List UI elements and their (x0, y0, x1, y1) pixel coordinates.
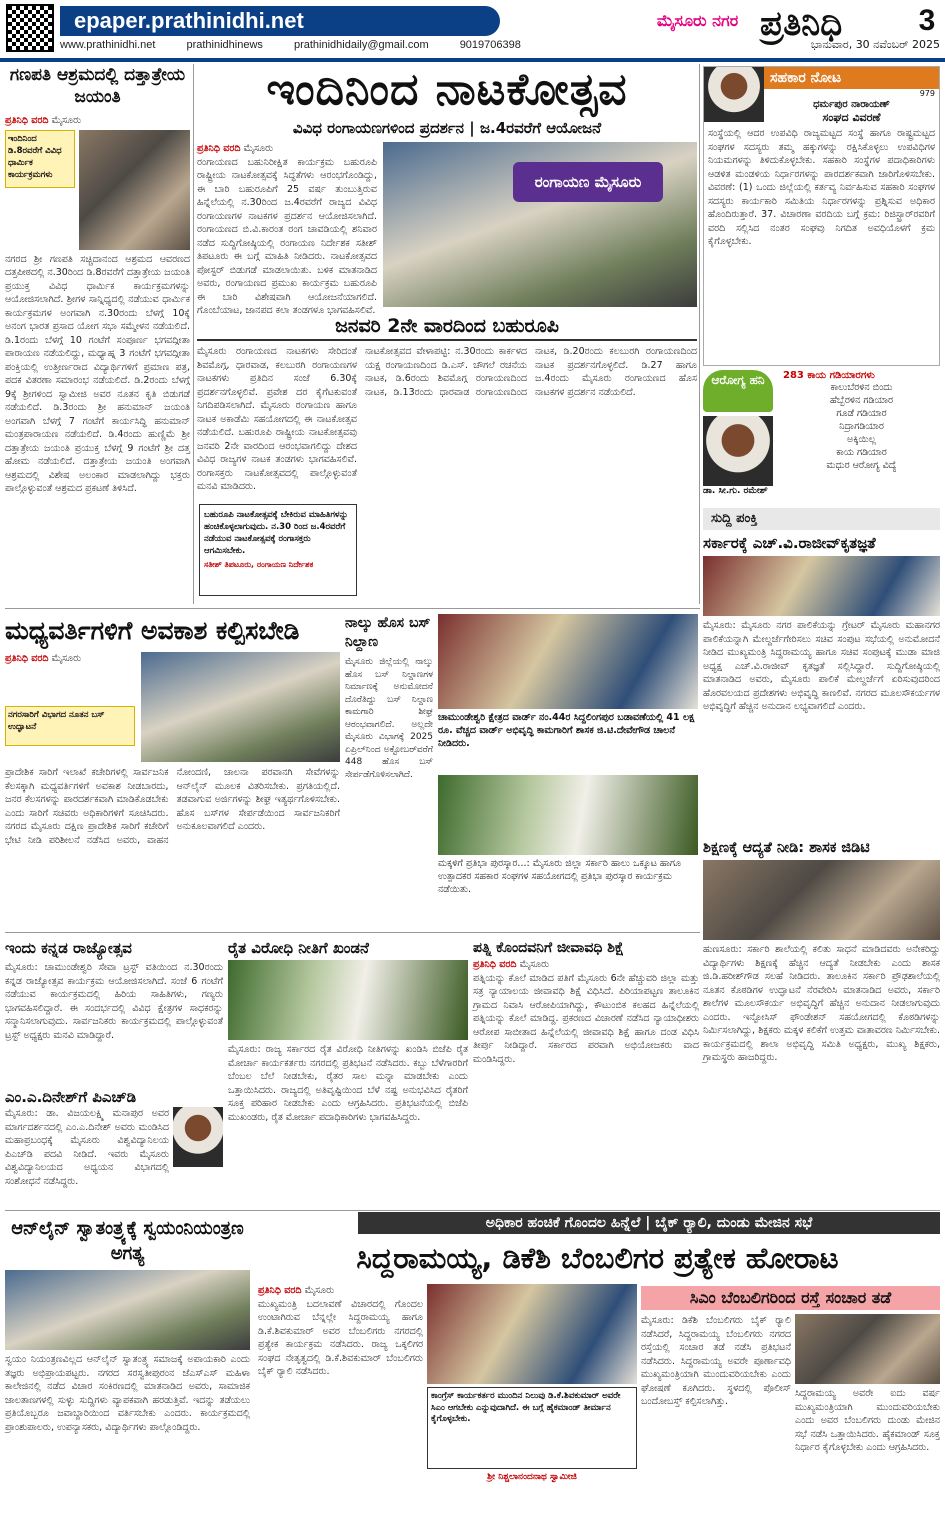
raitha-story (228, 938, 468, 1208)
shikshe-headline: ಪತ್ನಿ ಕೊಂದವನಿಗೆ ಜೀವಾವಧಿ ಶಿಕ್ಷೆ (473, 940, 624, 956)
shikshana-headline: ಶಿಕ್ಷಣಕ್ಕೆ ಆದ್ಯತೆ ನೀಡಿ: ಶಾಸಕ ಜಿಡಿಟಿ (703, 840, 870, 856)
bottom-body-b: ಸಿದ್ದರಾಮಯ್ಯ ಅವರೇ ಐದು ವರ್ಷ ಮುಖ್ಯಮಂತ್ರಿಯಾಗಿ ಮುಂದುವರಿಯಬೇಕು ಎಂದು ಅವರ ಬೆಂಬಲಿಗರು ದುಂಡು ಮೇಜಿನ ಸಭೆ ನಡೆಸಿ ಒತ್ತಾಯಿಸಿದರು. ಹೈಕಮಾಂಡ್ ಸೂಕ್ತ ನಿರ್ಧಾರ ಕೈಗೊಳ್ಳಬೇಕು ಎಂದು ಆಗ್ರಹಿಸಿದರು. (795, 1388, 940, 1453)
rajyotsava-headline: ಇಂದು ಕನ್ನಡ ರಾಜ್ಯೋತ್ಸವ (5, 939, 132, 957)
column-title: ಸಂಘದ ವಿವರಣೆ (822, 111, 881, 124)
online-body: ಸ್ವಯಂ ನಿಯಂತ್ರಣವಿಲ್ಲದ ಆನ್‌ಲೈನ್ ಸ್ವಾತಂತ್ರ್ಯ ಸಮಾಜಕ್ಕೆ ಅಪಾಯಕಾರಿ ಎಂದು ತಜ್ಞರು ಅಭಿಪ್ರಾಯಪಟ್ಟರು. ನಗರದ ಸರಸ್ವತೀಪುರಂನ ಜೆಎಸ್‌ಎಸ್ ಮಹಿಳಾ ಕಾಲೇಜಿನಲ್ಲಿ ನಡೆದ ವಿಚಾರ ಸಂಕಿರಣದಲ್ಲಿ ಮಾತನಾಡಿದ ಅವರು, ಸಾಮಾಜಿಕ ಜಾಲತಾಣಗಳಲ್ಲಿ ಸುಳ್ಳು ಸುದ್ದಿಗಳು ವ್ಯಾಪಕವಾಗಿ ಹರಡುತ್ತಿವೆ. ಇದನ್ನು ತಡೆಯಲು ಪ್ರತಿಯೊಬ್ಬರೂ ಜವಾಬ್ದಾರಿಯಿಂದ ವರ್ತಿಸಬೇಕು ಎಂದರು. ಕಾರ್ಯಕ್ರಮದಲ್ಲಿ ಪ್ರಾಂಶುಪಾಲರು, ಉಪನ್ಯಾಸಕರು, ವಿದ್ಯಾರ್ಥಿಗಳು ಪಾಲ್ಗೊಂಡಿದ್ದರು. (5, 1354, 250, 1433)
suddi-photo (703, 556, 940, 616)
left-story-title: ಗಣಪತಿ ಆಶ್ರಮದಲ್ಲಿ ದತ್ತಾತ್ರೇಯ ಜಯಂತಿ (9, 65, 186, 107)
bottom-headline-wrap (255, 1236, 940, 1282)
bottom-headline: ಸಿದ್ದರಾಮಯ್ಯ, ಡಿಕೆಶಿ ಬೆಂಬಲಿಗರ ಪ್ರತ್ಯೇಕ ಹೋರಾಟ (356, 1241, 839, 1275)
shikshana-story (703, 838, 940, 1188)
qr-code-icon[interactable] (6, 4, 54, 52)
health-list-item: ಮಧುರ ಆರೋಗ್ಯ ವಿದ್ಯೆ (826, 460, 897, 471)
raitha-body: ಮೈಸೂರು: ರಾಜ್ಯ ಸರ್ಕಾರದ ರೈತ ವಿರೋಧಿ ನೀತಿಗಳನ್ನು ಖಂಡಿಸಿ ಬಿಜೆಪಿ ರೈತ ಮೋರ್ಚಾ ಕಾರ್ಯಕರ್ತರು ನಗರದಲ್ಲಿ ಪ್ರತಿಭಟನೆ ನಡೆಸಿದರು. ಕಬ್ಬು ಬೆಳೆಗಾರರಿಗೆ ಬೆಂಬಲ ಬೆಲೆ ನೀಡಬೇಕು, ರೈತರ ಸಾಲ ಮನ್ನಾ ಮಾಡಬೇಕು ಎಂದು ಒತ್ತಾಯಿಸಿದರು. ರಾಜ್ಯದಲ್ಲಿ ಅತಿವೃಷ್ಟಿಯಿಂದ ಬೆಳೆ ನಷ್ಟ ಅನುಭವಿಸಿದ ರೈತರಿಗೆ ಸೂಕ್ತ ಪರಿಹಾರ ನೀಡಬೇಕು ಎಂದು ಆಗ್ರಹಿಸಿದರು. ಪ್ರತಿಭಟನೆಯಲ್ಲಿ ಬಿಜೆಪಿ ಮುಖಂಡರು, ರೈತ ಮೋರ್ಚಾ ಪದಾಧಿಕಾರಿಗಳು ಭಾಗವಹಿಸಿದ್ದರು. (228, 1044, 468, 1123)
health-list (783, 381, 940, 472)
avakasha-story (5, 614, 340, 929)
lead-deck: ವಿವಿಧ ರಂಗಾಯಣಗಳಿಂದ ಪ್ರದರ್ಶನ | ಜ.4ರವರೆಗೆ ಆಯೋಜನೆ (292, 119, 602, 137)
ward-work-caption: ಚಾಮುಂಡೇಶ್ವರಿ ಕ್ಷೇತ್ರದ ವಾರ್ಡ್ ನಂ.44ರ ಸಿದ್ದಲಿಂಗಪುರ ಬಡಾವಣೆಯಲ್ಲಿ 41 ಲಕ್ಷ ರೂ. ವೆಚ್ಚದ ವಾರ್ಡ್ ಅಭಿವೃದ್ಧಿ ಕಾಮಗಾರಿಗೆ ಶಾಸಕ ಜಿ.ಟಿ.ದೇವೇಗೌಡ ಚಾಲನೆ ನೀಡಿದರು. (438, 712, 695, 749)
avakasha-body: ಪ್ರಾದೇಶಿಕ ಸಾರಿಗೆ ಇಲಾಖೆ ಕಚೇರಿಗಳಲ್ಲಿ ಸಾರ್ವಜನಿಕ ಕೆಲಸಕ್ಕಾಗಿ ಮಧ್ಯವರ್ತಿಗಳಿಗೆ ಅವಕಾಶ ನೀಡಬಾರದು, ಜನರ ಕೆಲಸಗಳನ್ನು ಪಾರದರ್ಶಕವಾಗಿ ಮಾಡಿಕೊಡಬೇಕು ಎಂದು ಸಾರಿಗೆ ಸಚಿವರು ಅಧಿಕಾರಿಗಳಿಗೆ ಸೂಚಿಸಿದರು. ನಗರದ ಮೈಸೂರು ದಕ್ಷಿಣ ಪ್ರಾದೇಶಿಕ ಸಾರಿಗೆ ಕಚೇರಿಗೆ ಭೇಟಿ ನೀಡಿ ಪರಿಶೀಲನೆ ನಡೆಸಿದ ಅವರು, ವಾಹನ ನೋಂದಣಿ, ಚಾಲನಾ ಪರವಾನಗಿ ಸೇವೆಗಳನ್ನು ಆನ್‌ಲೈನ್ ಮೂಲಕ ವಿತರಿಸಬೇಕು. ಪ್ರಗತಿಯಲ್ಲಿದೆ. ತಡವಾಗುವ ಅರ್ಜಿಗಳನ್ನು ಶೀಘ್ರ ಇತ್ಯರ್ಥಗೊಳಿಸಬೇಕು. ಹೊಸ ಬಸ್‌ಗಳ ಸೇರ್ಪಡೆಯಿಂದ ಸಾರ್ವಜನಿಕರಿಗೆ ಅನುಕೂಲವಾಗಲಿದೆ ಎಂದರು. (5, 767, 340, 846)
social-handle[interactable]: prathinidhinews (186, 39, 263, 51)
health-list-item: ಕಾಲುಬೆರಳಿನ ಬಿಂದು (830, 382, 893, 393)
health-list-item: ಹೆಬ್ಬೆರಳಿನ ಗಡಿಯಾರ (829, 395, 894, 406)
phd-body: ಮೈಸೂರು: ಡಾ. ವಿಜಯಲಕ್ಷ್ಮಿ ಮನಾಪುರ ಅವರ ಮಾರ್ಗದರ್ಶನದಲ್ಲಿ ಎಂ.ಎ.ದಿನೇಶ್ ಅವರು ಮಂಡಿಸಿದ ಮಹಾಪ್ರಬಂಧಕ್ಕೆ ಮೈಸೂರು ವಿಶ್ವವಿದ್ಯಾನಿಲಯ ಪಿಎಚ್‌ಡಿ ಪದವಿ ನೀಡಿದೆ. ಇವರು ಮೈಸೂರು ವಿಶ್ವವಿದ್ಯಾನಿಲಯದ ಅಧ್ಯಯನ ವಿಭಾಗದಲ್ಲಿ ಸಂಶೋಧನೆ ನಡೆಸಿದ್ದರು. (5, 1108, 169, 1187)
column-body: ಸಂಸ್ಥೆಯಲ್ಲಿ ಆದರ ಉಪವಿಧಿ ರಾಜ್ಯಮಟ್ಟದ ಸಂಸ್ಥೆ ಹಾಗೂ ರಾಷ್ಟ್ರಮಟ್ಟದ ಸಂಘಗಳ ಸದಸ್ಯರು ತಮ್ಮ ಹಕ್ಕುಗಳನ್ನು ರಕ್ಷಿಸಿಕೊಳ್ಳಲು ಉಪವಿಧಿಗಳ ನಿಯಮಗಳನ್ನು ತಿಳಿದುಕೊಳ್ಳಬೇಕು. ಸಹಕಾರಿ ಸಂಸ್ಥೆಗಳ ಪದಾಧಿಕಾರಿಗಳು ಆಡಳಿತ ಮಂಡಳಿಯ ನಿರ್ಧಾರಗಳನ್ನು ಪಾರದರ್ಶಕವಾಗಿ ಜಾರಿಗೊಳಿಸಬೇಕು. ವಿವರಣೆ: (1) ಒಂದು ಜಿಲ್ಲೆಯಲ್ಲಿ ಕರ್ತವ್ಯ ನಿರ್ವಹಿಸುವ ಸಹಕಾರಿ ಸಂಘಗಳ ಸದಸ್ಯರು ಕಾರ್ಯಕಾರಿ ಸಮಿತಿಯ ನಿರ್ಧಾರಗಳನ್ನು ಪ್ರಶ್ನಿಸುವ ಅಧಿಕಾರ ಹೊಂದಿರುತ್ತಾರೆ. 37. ವಿಚಾರಣಾ ವರದಿಯ ಬಗ್ಗೆ ಕ್ರಮ: ರಿಜಿಸ್ಟ್ರಾರ್‌ರವರಿಗೆ ವರದಿ ಸಲ್ಲಿಸಿದ ನಂತರ ಸಂಘವು ನಿಗದಿತ ಅವಧಿಯೊಳಗೆ ಕ್ರಮ ಕೈಗೊಳ್ಳಬೇಕು. (708, 128, 935, 247)
shikshe-story (473, 938, 699, 1208)
bottom-quote: ಕಾಂಗ್ರೆಸ್ ಕಾರ್ಯಕರ್ತರ ಮುಂದಿನ ನಿಲುವು ಡಿ.ಕೆ.ಶಿವಕುಮಾರ್ ಅವರೇ ಸಿಎಂ ಆಗಬೇಕು ಎನ್ನುವುದಾಗಿದೆ. ಈ ಬಗ್ಗೆ ಹೈಕಮಾಂಡ್ ತೀರ್ಮಾನ ಕೈಗೊಳ್ಳಬೇಕು. (431, 1391, 621, 1424)
health-list-item: ಕಾಯ ಗಡಿಯಾರ (836, 447, 887, 458)
bottom-col-b (427, 1284, 637, 1514)
bottom-body-a: ಮುಖ್ಯಮಂತ್ರಿ ಬದಲಾವಣೆ ವಿಚಾರದಲ್ಲಿ ಗೊಂದಲ ಉಂಟಾಗಿರುವ ಬೆನ್ನಲ್ಲೇ ಸಿದ್ದರಾಮಯ್ಯ ಹಾಗೂ ಡಿ.ಕೆ.ಶಿವಕುಮಾರ್ ಅವರ ಬೆಂಬಲಿಗರು ನಗರದಲ್ಲಿ ಪ್ರತ್ಯೇಕ ಕಾರ್ಯಕ್ರಮ ನಡೆಸಿದರು. ರಾಜ್ಯ ಒಕ್ಕಲಿಗರ ಸಂಘದ ನೇತೃತ್ವದಲ್ಲಿ ಡಿ.ಕೆ.ಶಿವಕುಮಾರ್ ಬೆಂಬಲಿಗರು ಬೈಕ್ ರ್‍ಯಾಲಿ ನಡೆಸಿದರು. (258, 1298, 423, 1377)
bus-body: ಮೈಸೂರು ಜಿಲ್ಲೆಯಲ್ಲಿ ನಾಲ್ಕು ಹೊಸ ಬಸ್ ನಿಲ್ದಾಣಗಳ ನಿರ್ಮಾಣಕ್ಕೆ ಅನುಮೋದನೆ ದೊರೆತಿದ್ದು ಬಸ್ ನಿಲ್ದಾಣ ಕಾಮಗಾರಿ ಶೀಘ್ರ ಆರಂಭವಾಗಲಿದೆ. ಅಲ್ಲದೇ ಮೈಸೂರು ವಿಭಾಗಕ್ಕೆ 2025 ಏಪ್ರಿಲ್‌ನಿಂದ ಅಕ್ಟೋಬರ್‌ವರೆಗೆ 448 ಹೊಸ ಬಸ್ ಸೇರ್ಪಡೆಗೊಳಿಸಲಾಗಿದೆ. (345, 657, 433, 780)
avakasha-photo (141, 652, 340, 762)
bottom-quote-author: ಶ್ರೀ ನಿಶ್ಚಲಾನಂದನಾಥ ಸ್ವಾಮೀಜಿ (487, 1472, 577, 1482)
epaper-url[interactable]: epaper.prathinidhi.net (60, 6, 500, 36)
bus-title: ನಾಲ್ಕು ಹೊಸ ಬಸ್ ನಿಲ್ದಾಣ (345, 615, 431, 650)
avakasha-byline: ಪ್ರತಿನಿಧಿ ವರದಿ (5, 653, 49, 664)
ward-work-photo (438, 614, 698, 709)
lead-body-c: ನಾಟಕೋತ್ಸವದ ವೇಳಾಪಟ್ಟಿ: ನ.30ರಂದು ಕಾರ್ಕಳದ ಯಕ್ಷ ರಂಗಾಯಣದಿಂದ ಡಿ.ಎಸ್. ಚೌಗಲೆ ರಚನೆಯ ನಾಟಕ, ಡಿ.6ರಂದು ಶಿವಮೊಗ್ಗ ರಂಗಾಯಣದಿಂದ ನಾಟಕ, ಡಿ.13ರಂದು ಧಾರವಾಡ ರಂಗಾಯಣದಿಂದ ನಾಟಕ, ಡಿ.20ರಂದು ಕಲಬುರಗಿ ರಂಗಾಯಣದಿಂದ ನಾಟಕ ಪ್ರದರ್ಶನಗೊಳ್ಳಲಿದೆ. ಡಿ.27 ಹಾಗೂ ಜ.4ರಂದು ಮೈಸೂರು ರಂಗಾಯಣದ ಹೊಸ ನಾಟಕಗಳ ಪ್ರದರ್ಶನ ನಡೆಯಲಿದೆ. (365, 346, 697, 398)
online-photo (5, 1270, 250, 1350)
health-list-item: ನಿದ್ರಾಗಡಿಯಾರ (839, 421, 884, 432)
raitha-headline: ರೈತ ವಿರೋಧಿ ನೀತಿಗೆ ಖಂಡನೆ (228, 939, 369, 957)
lead-quote-author: ಸತೀಶ್ ತಿಪಟೂರು, ರಂಗಾಯಣ ನಿರ್ದೇಶಕ (204, 560, 314, 569)
masthead (0, 0, 945, 58)
ashram-photo (79, 130, 190, 250)
health-title: ಕಾಯ ಗಡಿಯಾರಗಳು (807, 370, 875, 381)
health-author: ಡಾ. ಸೀ.ಗು. ರಮೇಶ್ (703, 486, 768, 496)
masthead-rule (0, 58, 945, 62)
rajyotsava-body: ಮೈಸೂರು: ಚಾಮುಂಡೇಶ್ವರಿ ಸೇವಾ ಟ್ರಸ್ಟ್ ವತಿಯಿಂದ ನ.30ರಂದು ಕನ್ನಡ ರಾಜ್ಯೋತ್ಸವ ಕಾರ್ಯಕ್ರಮ ಆಯೋಜಿಸಲಾಗಿದೆ. ಸಂಜೆ 6 ಗಂಟೆಗೆ ನಡೆಯುವ ಕಾರ್ಯಕ್ರಮದಲ್ಲಿ ಹಿರಿಯ ಸಾಹಿತಿಗಳು, ಗಣ್ಯರು ಭಾಗವಹಿಸಲಿದ್ದಾರೆ. ಈ ಸಂದರ್ಭದಲ್ಲಿ ವಿವಿಧ ಕ್ಷೇತ್ರಗಳ ಸಾಧಕರನ್ನು ಸನ್ಮಾನಿಸಲಾಗುವುದು. ಸಾರ್ವಜನಿಕರು ಕಾರ್ಯಕ್ರಮದಲ್ಲಿ ಪಾಲ್ಗೊಳ್ಳುವಂತೆ ಟ್ರಸ್ಟ್ ಅಧ್ಯಕ್ಷರು ಮನವಿ ಮಾಡಿದ್ದಾರೆ. (5, 962, 223, 1041)
online-story (5, 1216, 250, 1514)
lead-quote: ಬಹುರೂಪಿ ನಾಟಕೋತ್ಸವಕ್ಕೆ ಬೇಕಿರುವ ಮಾಹಿತಿಗಳನ್ನು ಹಂಚಿಕೊಳ್ಳಲಾಗುವುದು. ನ.30 ರಿಂದ ಜ.4ರವರೆಗೆ ನಡೆಯುವ ನಾಟಕೋತ್ಸವಕ್ಕೆ ರಂಗಾಸಕ್ತರು ಆಗಮಿಸಬೇಕು. (204, 510, 349, 556)
online-headline: ಆನ್‌ಲೈನ್ ಸ್ವಾತಂತ್ರ್ಯಕ್ಕೆ ಸ್ವಯಂನಿಯಂತ್ರಣ ಅಗತ್ಯ (11, 1218, 244, 1264)
bottom-col-a (258, 1284, 423, 1514)
left-story (5, 64, 190, 604)
photo-news (438, 614, 698, 929)
phd-headline: ಎಂ.ಎ.ದಿನೇಶ್‌ಗೆ ಪಿಎಚ್‌ಡಿ (5, 1088, 137, 1106)
avakasha-place: ಮೈಸೂರು (51, 653, 82, 664)
email-link[interactable]: prathinidhidaily@gmail.com (293, 39, 429, 51)
column-label: ಸಹಕಾರ ನೋಟ (764, 67, 939, 89)
column-author: ಧರ್ಮಪುರ ನಾರಾಯಣ್ (813, 99, 890, 110)
health-list-item: ಅಕ್ಕಿಯಿಲ್ಲ (846, 434, 877, 445)
avakasha-box: ನಗರಸಾರಿಗೆ ವಿಭಾಗದ ನೂತನ ಬಸ್ ಉದ್ಘಾಟನೆ (5, 706, 135, 746)
columnist-photo (704, 67, 764, 122)
roadblock-photo (795, 1314, 940, 1384)
lead-place: ಮೈಸೂರು (243, 143, 274, 154)
suddi-headline: ಸರ್ಕಾರಕ್ಕೆ ಎಚ್.ವಿ.ರಾಜೀವ್‌ಕೃತಜ್ಞತೆ (703, 534, 876, 552)
bottom-banner: ಸಿಎಂ ಬೆಂಬಲಿಗರಿಂದ ರಸ್ತೆ ಸಂಚಾರ ತಡೆ (641, 1286, 940, 1310)
city-edition: ಮೈಸೂರು ನಗರ (656, 11, 739, 30)
website-link[interactable]: www.prathinidhi.net (60, 39, 156, 51)
avakasha-headline: ಮಧ್ಯವರ್ತಿಗಳಿಗೆ ಅವಕಾಶ ಕಲ್ಪಿಸಬೇಡಿ (5, 616, 300, 645)
shikshe-byline: ಪ್ರತಿನಿಧಿ ವರದಿ (473, 959, 517, 970)
shikshana-body: ಹುಣಸೂರು: ಸರ್ಕಾರಿ ಶಾಲೆಯಲ್ಲಿ ಕಲಿತು ಸಾಧನೆ ಮಾಡಿದವರು ಅನೇಕರಿದ್ದು ವಿದ್ಯಾರ್ಥಿಗಳು ಶಿಕ್ಷಣಕ್ಕೆ ಹೆಚ್ಚಿನ ಆದ್ಯತೆ ನೀಡಬೇಕು ಎಂದು ಶಾಸಕ ಜಿ.ಡಿ.ಹರೀಶ್‌ಗೌಡ ಸಲಹೆ ನೀಡಿದರು. ತಾಲೂಕಿನ ಸರ್ಕಾರಿ ಪ್ರೌಢಶಾಲೆಯಲ್ಲಿ ನೂತನ ಕೊಠಡಿಗಳ ಉದ್ಘಾಟನೆ ನೆರವೇರಿಸಿ ಮಾತನಾಡಿದ ಅವರು, ಸರ್ಕಾರಿ ಶಾಲೆಗಳ ಮೂಲಸೌಕರ್ಯ ಅಭಿವೃದ್ಧಿಗೆ ಹೆಚ್ಚಿನ ಅನುದಾನ ನೀಡಲಾಗುವುದು ಎಂದರು. ಇನ್ಫೋಸಿಸ್ ಫೌಂಡೇಶನ್ ಸಹಯೋಗದಲ್ಲಿ ಕೊಠಡಿಗಳನ್ನು ನಿರ್ಮಿಸಲಾಗಿದ್ದು, ಶಿಕ್ಷಕರು ಮಕ್ಕಳ ಕಲಿಕೆಗೆ ಉತ್ತಮ ವಾತಾವರಣ ನಿರ್ಮಿಸಬೇಕು. ಕಾರ್ಯಕ್ರಮದಲ್ಲಿ ಶಾಲಾ ಅಭಿವೃದ್ಧಿ ಸಮಿತಿ ಅಧ್ಯಕ್ಷರು, ಮುಖ್ಯ ಶಿಕ್ಷಕರು, ಗ್ರಾಮಸ್ಥರು ಹಾಜರಿದ್ದರು. (703, 944, 940, 1063)
shikshe-place: ಮೈಸೂರು (519, 959, 550, 970)
health-column (703, 370, 940, 502)
sahakara-column (703, 66, 940, 366)
newspaper-logo: ಪ್ರತಿನಿಧಿ (760, 4, 843, 44)
lead-body-a: ರಂಗಾಯಣದ ಬಹುನಿರೀಕ್ಷಿತ ಕಾರ್ಯಕ್ರಮ ಬಹುರೂಪಿ ರಾಷ್ಟ್ರೀಯ ನಾಟಕೋತ್ಸವಕ್ಕೆ ಸಿದ್ಧತೆಗಳು ಆರಂಭಗೊಂಡಿದ್ದು, ಈ ಬಾರಿ ಬಹುರೂಪಿಗೆ 25 ವರ್ಷ ತುಂಬುತ್ತಿರುವ ಹಿನ್ನೆಲೆಯಲ್ಲಿ ನ.30ರಿಂದ ಜ.4ರವರೆಗೆ ರಾಜ್ಯದ ವಿವಿಧ ರಂಗಾಯಣಗಳ ನಾಟಕಗಳ ಪ್ರದರ್ಶನ ಆಯೋಜಿಸಲಾಗಿದೆ. ರಂಗಾಯಣದ ಬಿ.ವಿ.ಕಾರಂತ ರಂಗ ಚಾವಡಿಯಲ್ಲಿ ಶನಿವಾರ ನಡೆದ ಸುದ್ದಿಗೋಷ್ಠಿಯಲ್ಲಿ ರಂಗಾಯಣ ನಿರ್ದೇಶಕ ಸತೀಶ್ ತಿಪಟೂರು ಈ ಬಗ್ಗೆ ಮಾಹಿತಿ ನೀಡಿದರು. ನಾಟಕೋತ್ಸವದ ಪೋಸ್ಟರ್ ಬಿಡುಗಡೆ ಮಾಡಲಾಯಿತು. ಬಳಿಕ ಮಾತನಾಡಿದ ಅವರು, ರಂಗಾಯಣದ ಪ್ರಮುಖ ಕಾರ್ಯಕ್ರಮ ಬಹುರೂಪಿ ಈ ಬಾರಿ ವಿಶೇಷವಾಗಿ ಆಯೋಜನೆಯಾಗಲಿದೆ. ಗೊಂಬೆಯಾಟ, ಜಾನಪದ ಕಲಾ ತಂಡಗಳೂ ಭಾಗವಹಿಸಲಿವೆ. (197, 156, 377, 316)
bottom-byline: ಪ್ರತಿನಿಧಿ ವರದಿ (258, 1285, 302, 1296)
lead-photo (383, 142, 697, 307)
bottom-kicker: ಅಧಿಕಾರ ಹಂಚಿಕೆ ಗೊಂದಲ ಹಿನ್ನೆಲೆ | ಬೈಕ್ ರ್‍ಯಾಲಿ, ದುಂಡು ಮೇಜಿನ ಸಭೆ (358, 1212, 940, 1234)
bottom-body-c: ಮೈಸೂರು: ಡಿಕೆಶಿ ಬೆಂಬಲಿಗರು ಬೈಕ್ ರ್‍ಯಾಲಿ ನಡೆಸಿದರೆ, ಸಿದ್ದರಾಮಯ್ಯ ಬೆಂಬಲಿಗರು ನಗರದ ರಸ್ತೆಯಲ್ಲಿ ಸಂಚಾರ ತಡೆ ನಡೆಸಿ ಪ್ರತಿಭಟನೆ ನಡೆಸಿದರು. ಸಿದ್ದರಾಮಯ್ಯ ಅವರೇ ಪೂರ್ಣಾವಧಿ ಮುಖ್ಯಮಂತ್ರಿಯಾಗಿ ಮುಂದುವರಿಯಬೇಕು ಎಂದು ಘೋಷಣೆ ಕೂಗಿದರು. ಸ್ಥಳದಲ್ಲಿ ಪೊಲೀಸ್ ಬಂದೋಬಸ್ತ್ ಕಲ್ಪಿಸಲಾಗಿತ್ತು. (641, 1315, 791, 1407)
contact-bar (60, 37, 640, 54)
lead-headline: ಇಂದಿನಿಂದ ನಾಟಕೋತ್ಸವ (266, 64, 628, 115)
lead-story (197, 64, 697, 604)
bus-story (345, 614, 433, 929)
suddi-body: ಮೈಸೂರು: ಮೈಸೂರು ನಗರ ಪಾಲಿಕೆಯನ್ನು ಗ್ರೇಟರ್ ಮೈಸೂರು ಮಹಾನಗರ ಪಾಲಿಕೆಯನ್ನಾಗಿ ಮೇಲ್ದರ್ಜೆಗೇರಿಸಲು ಸಚಿವ ಸಂಪುಟ ಸಭೆಯಲ್ಲಿ ಅನುಮೋದನೆ ನೀಡಿದ ಮುಖ್ಯಮಂತ್ರಿ ಸಿದ್ದರಾಮಯ್ಯ ಹಾಗೂ ಸಚಿವ ಸಂಪುಟಕ್ಕೆ ಮುಡಾ ಮಾಜಿ ಅಧ್ಯಕ್ಷ ಎಚ್.ವಿ.ರಾಜೀವ್ ಕೃತಜ್ಞತೆ ಸಲ್ಲಿಸಿದ್ದಾರೆ. ಸುದ್ದಿಗೋಷ್ಠಿಯಲ್ಲಿ ಮಾತನಾಡಿದ ಅವರು, ಮೈಸೂರು ಪಾಲಿಕೆ ಮೇಲ್ದರ್ಜೆಗೆ ಏರಿಸುವುದರಿಂದ ಹೊರವಲಯದ ಪ್ರದೇಶಗಳು ಅಭಿವೃದ್ಧಿ ಕಾಣಲಿವೆ. ನಗರದ ಮೂಲಸೌಕರ್ಯಗಳ ಅಭಿವೃದ್ಧಿಗೆ ಹೆಚ್ಚಿನ ಅನುದಾನ ಲಭ್ಯವಾಗಲಿದೆ ಎಂದರು. (703, 620, 940, 712)
suddi-story (703, 532, 940, 832)
bike-rally-photo (427, 1284, 637, 1384)
phone-number: 9019706398 (459, 39, 521, 51)
suddi-label: ಸುದ್ದಿ ಪಂಕ್ತಿ (703, 508, 940, 530)
health-list-item: ಗೂಡೆ ಗಡಿಯಾರ (836, 408, 887, 419)
lead-body-b: ಮೈಸೂರು ರಂಗಾಯಣದ ನಾಟಕಗಳು ಸೇರಿದಂತೆ ಶಿವಮೊಗ್ಗ, ಧಾರವಾಡ, ಕಲಬುರಗಿ ರಂಗಾಯಣಗಳ ನಾಟಕಗಳು ಪ್ರತಿದಿನ ಸಂಜೆ 6.30ಕ್ಕೆ ಪ್ರದರ್ಶನಗೊಳ್ಳಲಿವೆ. ಪ್ರವೇಶ ದರ ಕೈಗೆಟಕುವಂತೆ ನಿಗದಿಪಡಿಸಲಾಗಿದೆ. ಮೈಸೂರು ರಂಗಾಯಣ ಹಾಗೂ ನಾಟಕ ಅಕಾಡೆಮಿ ಸಹಯೋಗದಲ್ಲಿ ಈ ನಾಟಕೋತ್ಸವ ನಡೆಯಲಿದೆ. ಬಹುರೂಪಿ ರಾಷ್ಟ್ರೀಯ ನಾಟಕೋತ್ಸವವು ಜನವರಿ 2ನೇ ವಾರದಿಂದ ಆರಂಭವಾಗಲಿದ್ದು ದೇಶದ ವಿವಿಧ ರಾಜ್ಯಗಳ ನಾಟಕ ತಂಡಗಳು ಭಾಗವಹಿಸಲಿವೆ. ರಂಗಾಸಕ್ತರು ನಾಟಕೋತ್ಸವದಲ್ಲಿ ಪಾಲ್ಗೊಳ್ಳುವಂತೆ ಮನವಿ ಮಾಡಿದರು. (197, 346, 357, 492)
bottom-quote-box (427, 1387, 637, 1469)
left-story-place: ಮೈಸೂರು (51, 115, 82, 126)
bottom-col-c (641, 1314, 940, 1514)
health-label: ಆರೋಗ್ಯ ಹನಿ (703, 370, 773, 412)
lead-quote-box (199, 504, 357, 596)
left-story-box: ಇಂದಿನಿಂದ ಡಿ.8ರವರೆಗೆ ವಿವಿಧ ಧಾರ್ಮಿಕ ಕಾರ್ಯಕ್ರಮಗಳು (5, 130, 75, 188)
date-line: ಭಾನುವಾರ, 30 ನವೆಂಬರ್ 2025 (810, 38, 940, 51)
raitha-photo (228, 960, 468, 1040)
shikshana-photo (703, 860, 940, 940)
shikshe-body: ಪತ್ನಿಯನ್ನು ಕೊಲೆ ಮಾಡಿದ ಪತಿಗೆ ಮೈಸೂರು 6ನೇ ಹೆಚ್ಚುವರಿ ಜಿಲ್ಲಾ ಮತ್ತು ಸತ್ರ ನ್ಯಾಯಾಲಯ ಜೀವಾವಧಿ ಶಿಕ್ಷೆ ವಿಧಿಸಿದೆ. ಪಿರಿಯಾಪಟ್ಟಣ ತಾಲೂಕಿನ ಗ್ರಾಮದ ನಿವಾಸಿ ಆರೋಪಿಯಾಗಿದ್ದು, ಕೌಟುಂಬಿಕ ಕಲಹದ ಹಿನ್ನೆಲೆಯಲ್ಲಿ ಪತ್ನಿಯನ್ನು ಕೊಲೆ ಮಾಡಿದ್ದ. ಪ್ರಕರಣದ ವಿಚಾರಣೆ ನಡೆಸಿದ ನ್ಯಾಯಾಧೀಶರು ಆರೋಪ ಸಾಬೀತಾದ ಹಿನ್ನೆಲೆಯಲ್ಲಿ ಜೀವಾವಧಿ ಶಿಕ್ಷೆ ಹಾಗೂ ದಂಡ ವಿಧಿಸಿ ತೀರ್ಪು ನೀಡಿದ್ದಾರೆ. ಸರ್ಕಾರದ ಪರವಾಗಿ ಅಭಿಯೋಜಕರು ವಾದ ಮಂಡಿಸಿದ್ದರು. (473, 972, 699, 1065)
health-number: 283 (783, 370, 804, 381)
lead-byline: ಪ್ರತಿನಿಧಿ ವರದಿ (197, 143, 241, 154)
column-number: 979 (919, 89, 935, 98)
rajyotsava-story (5, 938, 223, 1208)
doctor-photo (703, 416, 773, 486)
award-photo (438, 775, 698, 855)
award-caption: ಮಕ್ಕಳಿಗೆ ಪ್ರತಿಭಾ ಪುರಸ್ಕಾರ...: ಮೈಸೂರು ಜಿಲ್ಲಾ ಸರ್ಕಾರಿ ಹಾಲು ಒಕ್ಕೂಟ ಹಾಗೂ ಉತ್ಪಾದಕರ ಸಹಕಾರ ಸಂಘಗಳ ಸಹಯೋಗದಲ್ಲಿ ಪ್ರತಿಭಾ ಪುರಸ್ಕಾರ ಕಾರ್ಯಕ್ರಮ ನಡೆಯಿತು. (438, 858, 682, 895)
rangayana-banner: ರಂಗಾಯಣ ಮೈಸೂರು (513, 162, 663, 202)
page-number: 3 (918, 4, 936, 37)
lead-subhead: ಜನವರಿ 2ನೇ ವಾರದಿಂದ ಬಹುರೂಪಿ (197, 313, 697, 341)
dinesh-photo (173, 1107, 223, 1167)
bottom-place: ಮೈಸೂರು (304, 1285, 335, 1296)
left-story-body: ನಗರದ ಶ್ರೀ ಗಣಪತಿ ಸಚ್ಚಿದಾನಂದ ಆಶ್ರಮದ ಆವರಣದ ದತ್ತಪೀಠದಲ್ಲಿ ನ.30ರಿಂದ ಡಿ.8ರವರೆಗೆ ದತ್ತಾತ್ರೇಯ ಜಯಂತಿ ಪ್ರಯುಕ್ತ ವಿವಿಧ ಧಾರ್ಮಿಕ ಕಾರ್ಯಕ್ರಮಗಳನ್ನು ಆಯೋಜಿಸಲಾಗಿದೆ. ಶ್ರೀಗಳ ಸಾನ್ನಿಧ್ಯದಲ್ಲಿ ನಡೆಯುವ ಧಾರ್ಮಿಕ ಕಾರ್ಯಕ್ರಮಗಳ ಅಂಗವಾಗಿ ನ.30ರಂದು ಬೆಳಗ್ಗೆ 10ಕ್ಕೆ ಅನಂಗ ಭಾರತ ಪ್ರಸಾದ ಯೋಗ ಸಭಾ ಸಮ್ಮೇಳನ ನಡೆಯಲಿದೆ. ಡಿ.1ರಂದು ಬೆಳಗ್ಗೆ 10 ಗಂಟೆಗೆ ಸಂಪೂರ್ಣ ಭಗವದ್ಗೀತಾ ಪಾರಾಯಣ ನಡೆಯಲಿದ್ದು, ಮಧ್ಯಾಹ್ನ 3 ಗಂಟೆಗೆ ಭಗವದ್ಗೀತಾ ಪಂಕ್ತಿಯಲ್ಲಿ ಉತ್ತೀರ್ಣರಾದ ವಿದ್ಯಾರ್ಥಿಗಳಿಗೆ ಪ್ರಮಾಣ ಪತ್ರ, ಪದಕ ವಿತರಣಾ ಸಮಾರಂಭ ನಡೆಯಲಿದೆ. ಡಿ.2ರಂದು ಬೆಳಗ್ಗೆ 9ಕ್ಕೆ ಶ್ರೀಗಳಿಂದ ಸ್ವಾಮೀಜಿ ಅವರ ನೂತನ ಕೃತಿ ಬಿಡುಗಡೆ ನಡೆಯಲಿದೆ. ಡಿ.3ರಂದು ಶ್ರೀ ಹನುಮಾನ್ ಜಯಂತಿ ಅಂಗವಾಗಿ ಬೆಳಗ್ಗೆ 7 ಗಂಟೆಗೆ ಕಾರ್ಯಸಿದ್ಧಿ ಹನುಮಾನ್ ಮಂತ್ರಪಾರಾಯಣ ನಡೆಯಲಿದೆ. ಡಿ.4ರಂದು ಹುಣ್ಣಿಮೆ ಶ್ರೀ ದತ್ತಾತ್ರೇಯ ಜಯಂತಿ ಪ್ರಯುಕ್ತ ಬೆಳಗ್ಗೆ 9 ಗಂಟೆಗೆ ಶ್ರೀ ದತ್ತ ಹೋಮ ನಡೆಯಲಿದೆ. ದತ್ತಾತ್ರೇಯ ಜಯಂತಿ ಅಂಗವಾಗಿ ಆಶ್ರಮದಲ್ಲಿ ವಿಶೇಷ ಅಲಂಕಾರ ಮಾಡಲಾಗಿದ್ದು ಭಕ್ತರು ಪಾಲ್ಗೊಳ್ಳುವಂತೆ ಆಶ್ರಮದ ಪ್ರಕಟಣೆ ತಿಳಿಸಿದೆ. (5, 253, 190, 494)
left-story-byline: ಪ್ರತಿನಿಧಿ ವರದಿ (5, 115, 49, 126)
